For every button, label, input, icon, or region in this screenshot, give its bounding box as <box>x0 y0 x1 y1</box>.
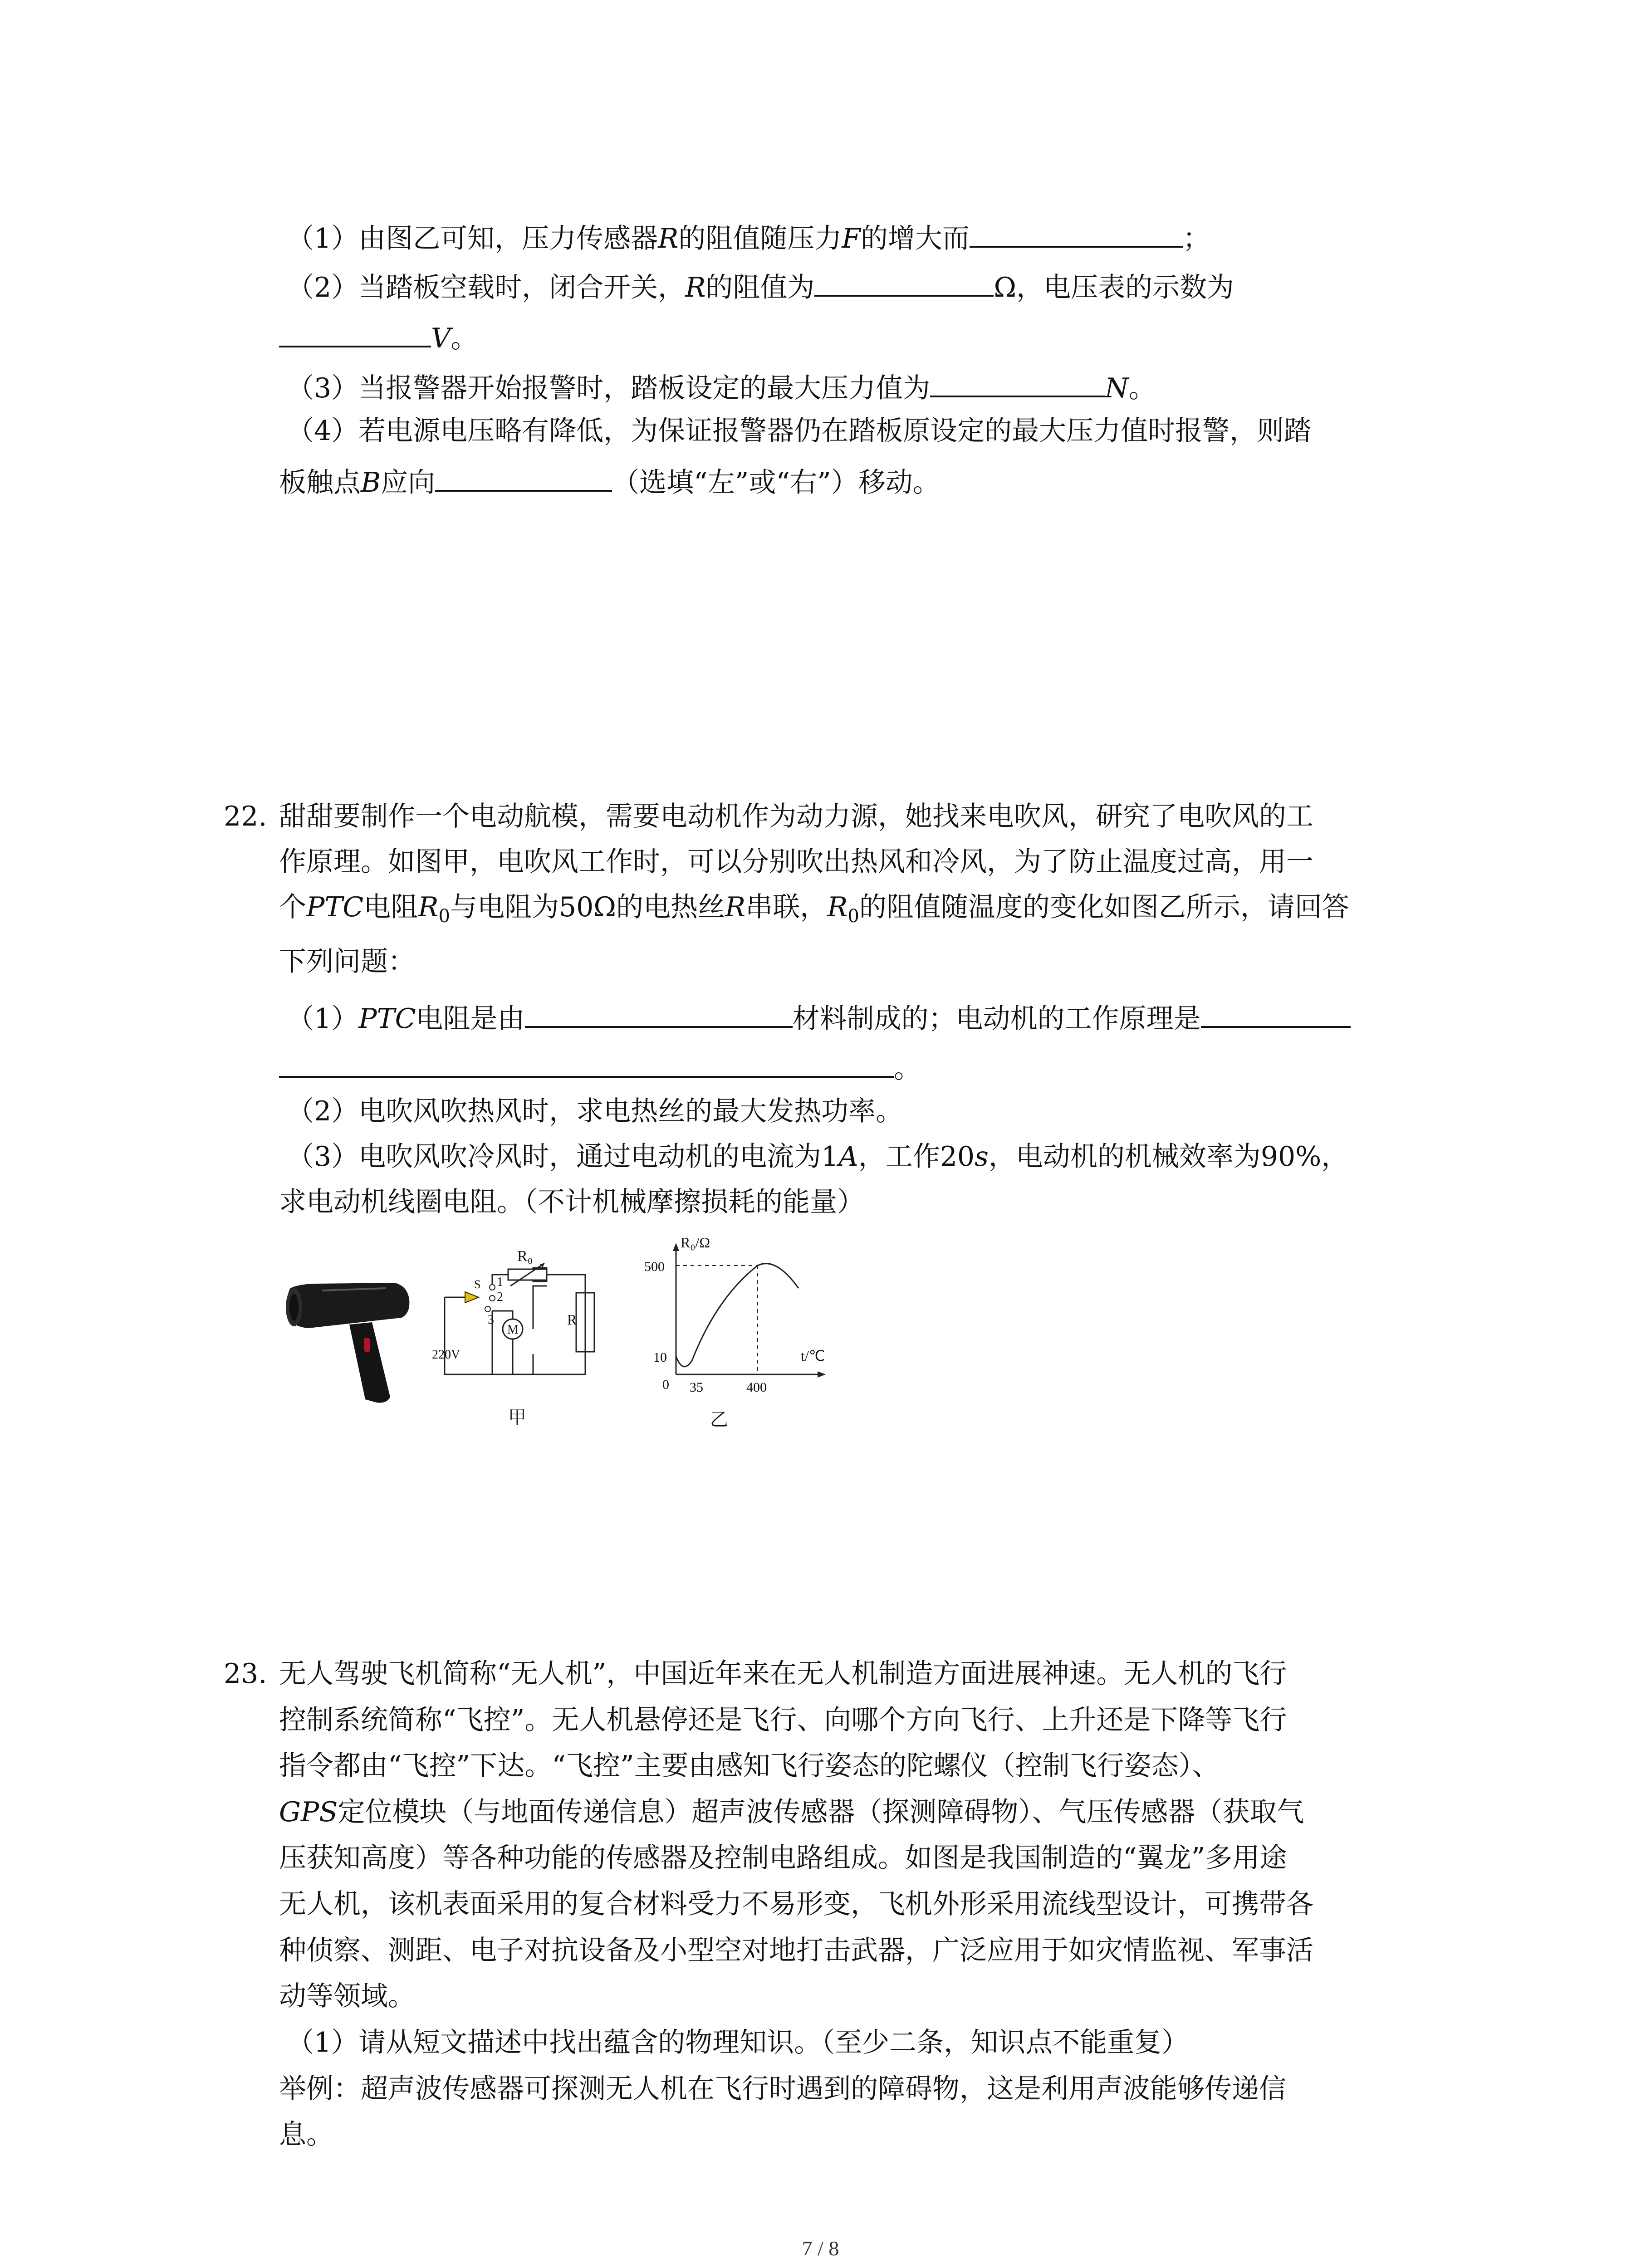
graph-tick-0: 0 <box>662 1377 669 1392</box>
q21-part3: （3）当报警器开始报警时，踏板设定的最大压力值为 N。 <box>287 367 1156 406</box>
answer-blank[interactable] <box>279 318 431 347</box>
answer-blank[interactable] <box>930 367 1105 397</box>
circuit-label-r0: R₀ <box>517 1248 533 1265</box>
q22-sub1: （1）PTC电阻是由 材料制成的；电动机的工作原理是 <box>287 998 1351 1037</box>
graph-tick-10: 10 <box>653 1350 667 1365</box>
q23-text-line2: 控制系统简称“飞控”。无人机悬停还是飞行、向哪个方向飞行、上升还是下降等飞行 <box>279 1704 1287 1736</box>
answer-blank[interactable] <box>970 218 1183 248</box>
q21-part2: （2）当踏板空载时，闭合开关，R的阻值为 Ω，电压表的示数为 <box>287 267 1234 306</box>
q22-text-line3: 个PTC电阻$R_0$与电阻为50Ω的电热丝R串联，$R_0$的阻值随温度的变化如图乙所示，请回答 <box>279 891 1349 927</box>
q23-text-line4: GPS定位模块（与地面传递信息）超声波传感器（探测障碍物）、气压传感器（获取气 <box>279 1796 1304 1828</box>
circuit-label-s: S <box>474 1278 481 1291</box>
q22-number: 22. <box>224 801 267 832</box>
q22-sub1-cont: 。 <box>279 1048 921 1087</box>
circuit-label-2: 2 <box>497 1290 503 1304</box>
figure-caption-yi: 乙 <box>710 1409 728 1430</box>
q23-text-line5: 压获知高度）等各种功能的传感器及控制电路组成。如图是我国制造的“翼龙”多用途 <box>279 1842 1287 1874</box>
q23-example-line2: 息。 <box>279 2119 333 2151</box>
motor-symbol: M <box>507 1323 519 1337</box>
answer-blank[interactable] <box>525 998 793 1028</box>
circuit-label-r: R <box>567 1311 577 1328</box>
graph-tick-400: 400 <box>746 1380 767 1395</box>
q21-part4-line1: （4）若电源电压略有降低，为保证报警器仍在踏板原设定的最大压力值时报警，则踏 <box>287 415 1312 447</box>
q23-example-line1: 举例：超声波传感器可探测无人机在飞行时遇到的障碍物，这是利用声波能够传递信 <box>279 2073 1286 2105</box>
graph-x-label: t/℃ <box>801 1348 825 1364</box>
answer-blank[interactable] <box>435 462 612 492</box>
q21-part2-cont: V。 <box>279 318 478 357</box>
q22-sub3-line2: 求电动机线圈电阻。（不计机械摩擦损耗的能量） <box>279 1186 864 1218</box>
q23-text-line7: 种侦察、测距、电子对抗设备及小型空对地打击武器，广泛应用于如灾情监视、军事活 <box>279 1935 1313 1966</box>
circuit-label-voltage: 220V <box>432 1348 460 1362</box>
answer-blank[interactable] <box>279 1048 894 1078</box>
q23-number: 23. <box>224 1658 267 1690</box>
circuit-label-1: 1 <box>497 1275 503 1289</box>
resistance-temperature-graph <box>626 1229 839 1397</box>
q23-sub1: （1）请从短文描述中找出蕴含的物理知识。（至少二条，知识点不能重复） <box>287 2027 1189 2058</box>
q23-text-line1: 无人驾驶飞机简称“无人机”，中国近年来在无人机制造方面进展神速。无人机的飞行 <box>279 1658 1287 1690</box>
answer-blank[interactable] <box>814 267 994 297</box>
q22-sub2: （2）电吹风吹热风时，求电热丝的最大发热功率。 <box>287 1095 903 1127</box>
q23-text-line3: 指令都由“飞控”下达。“飞控”主要由感知飞行姿态的陀螺仪（控制飞行姿态）、 <box>279 1750 1220 1782</box>
page-number: 7 / 8 <box>802 2237 839 2260</box>
q22-sub3: （3）电吹风吹冷风时，通过电动机的电流为1A，工作20s，电动机的机械效率为90%， <box>287 1141 1349 1173</box>
q21-part1: （1）由图乙可知，压力传感器R的阻值随压力F的增大而 ； <box>287 218 1210 257</box>
q22-text-line1: 甜甜要制作一个电动航模，需要电动机作为动力源，她找来电吹风，研究了电吹风的工 <box>279 801 1313 832</box>
q22-text-line4: 下列问题： <box>279 946 415 978</box>
q22-text-line2: 作原理。如图甲，电吹风工作时，可以分别吹出热风和冷风，为了防止温度过高，用一 <box>279 846 1313 878</box>
graph-y-label: R₀/Ω <box>681 1234 710 1251</box>
hair-dryer-image <box>281 1275 417 1406</box>
graph-tick-500: 500 <box>644 1259 665 1274</box>
graph-tick-35: 35 <box>690 1380 703 1395</box>
figure-caption-jia: 甲 <box>508 1407 526 1428</box>
q21-part4-line2: 板触点B应向 （选填“左”或“右”）移动。 <box>279 462 940 501</box>
circuit-diagram <box>431 1243 612 1393</box>
circuit-label-3: 3 <box>488 1313 494 1327</box>
q23-text-line8: 动等领域。 <box>279 1980 415 2012</box>
answer-blank[interactable] <box>1201 998 1351 1028</box>
q23-text-line6: 无人机，该机表面采用的复合材料受力不易形变，飞机外形采用流线型设计，可携带各 <box>279 1888 1313 1920</box>
